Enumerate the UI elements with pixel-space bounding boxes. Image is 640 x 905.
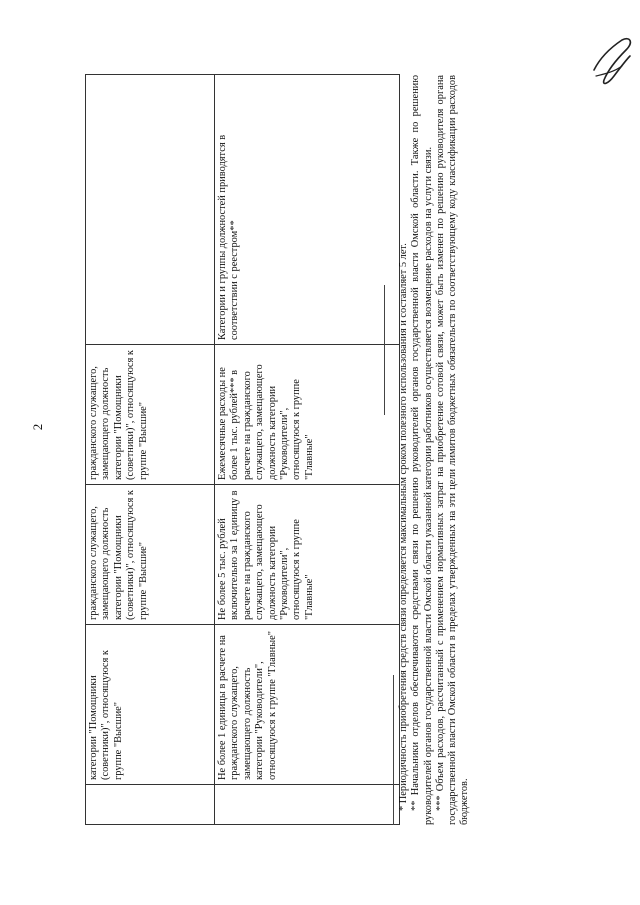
table-cell: Не более 5 тыс. рублей включительно за 1 единицу в расчете на гражданского служащего, замещающего должность категории "Руководители", относящуюся к группе "Главные" bbox=[215, 485, 400, 625]
table-row bbox=[215, 75, 400, 825]
footnote: ** Начальники отделов обеспечиваются средствами связи по решению руководителей органов государственной власти Омской области. Также по решению руководителей органов государственной власти Омской области указанной категории работников осуществляется возмещение расходов на услуги связи. bbox=[410, 75, 434, 825]
footnote: * Периодичность приобретения средств связи определяется максимальным сроком полезного использования и составляет 5 лет. bbox=[398, 243, 409, 811]
table-cell bbox=[215, 785, 400, 825]
signature-mark bbox=[586, 30, 638, 90]
footnotes bbox=[398, 75, 472, 825]
separator-line bbox=[384, 285, 385, 415]
table-cell: Категории и группы должностей приводятся в соответствии с реестром** bbox=[215, 75, 400, 345]
table-cell: гражданского служащего, замещающего должность категории "Помощники (советники)", относящуюся к группе "Высшие" bbox=[86, 345, 215, 485]
table-cell bbox=[86, 75, 215, 345]
expense-norms-table bbox=[85, 74, 400, 825]
table-cell: Ежемесячные расходы не более 1 тыс. рублей*** в расчете на гражданского служащего, замещающего должность категории "Руководители", относящуюся к группе "Главные" bbox=[215, 345, 400, 485]
table-cell: гражданского служащего, замещающего должность категории "Помощники (советники)", относящуюся к группе "Высшие" bbox=[86, 485, 215, 625]
footnote: *** Объем расходов, рассчитанный с применением нормативных затрат на приобретение сотовой связи, может быть изменен по решению руководителя органа государственной власти Омской области в пределах утвержденных на эти цели лимитов бюджетных обязательств по соответствующему коду классификации расходов бюджетов. bbox=[434, 75, 471, 825]
page-number: 2 bbox=[30, 423, 45, 431]
footnote-divider bbox=[393, 675, 394, 825]
table-cell: Не более 1 единицы в расчете на гражданского служащего, замещающего должность категории "Руководители", относящуюся к группе "Главные" bbox=[215, 625, 400, 785]
table-cell bbox=[86, 785, 215, 825]
table-cell: категории "Помощники (советники)", относящуюся к группе "Высшие" bbox=[86, 625, 215, 785]
table-row bbox=[86, 75, 215, 825]
